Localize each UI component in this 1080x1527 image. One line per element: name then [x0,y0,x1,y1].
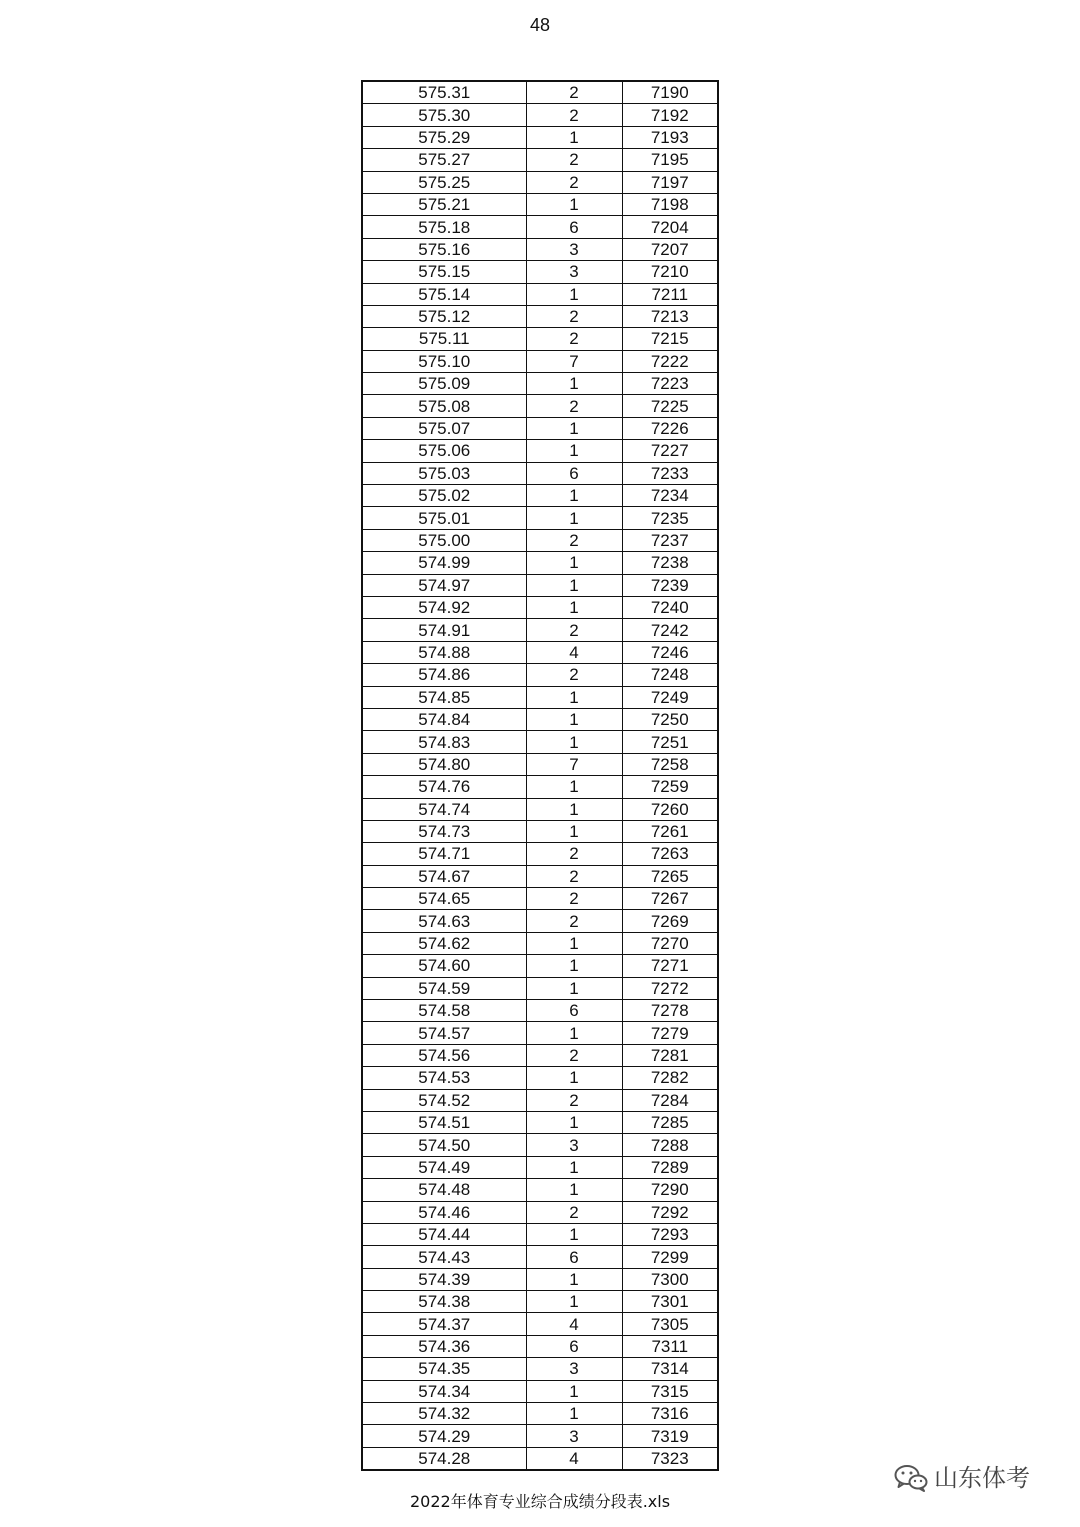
table-row [362,328,718,350]
cumulative-cell: 7299 [622,1246,718,1268]
cumulative-cell: 7259 [622,776,718,798]
table-row [362,596,718,618]
score-cell: 575.07 [362,417,526,439]
count-cell: 1 [526,798,622,820]
cumulative-cell: 7305 [622,1313,718,1335]
score-cell: 574.58 [362,1000,526,1022]
cumulative-cell: 7258 [622,753,718,775]
score-cell: 574.38 [362,1291,526,1313]
count-cell: 1 [526,373,622,395]
cumulative-cell: 7282 [622,1067,718,1089]
table-row [362,865,718,887]
table-row [362,1447,718,1470]
table-row [362,395,718,417]
score-cell: 574.88 [362,641,526,663]
cumulative-cell: 7279 [622,1022,718,1044]
count-cell: 1 [526,283,622,305]
count-cell: 7 [526,350,622,372]
count-cell: 2 [526,1044,622,1066]
score-cell: 575.12 [362,305,526,327]
score-cell: 574.49 [362,1156,526,1178]
count-cell: 3 [526,1358,622,1380]
cumulative-cell: 7207 [622,238,718,260]
cumulative-cell: 7195 [622,149,718,171]
count-cell: 2 [526,664,622,686]
table-row [362,708,718,730]
table-row [362,619,718,641]
score-cell: 575.18 [362,216,526,238]
table-row [362,1313,718,1335]
table-row [362,955,718,977]
score-cell: 575.29 [362,126,526,148]
count-cell: 1 [526,1067,622,1089]
score-cell: 575.15 [362,261,526,283]
table-row [362,641,718,663]
score-cell: 575.31 [362,81,526,104]
cumulative-cell: 7193 [622,126,718,148]
count-cell: 2 [526,910,622,932]
cumulative-cell: 7250 [622,708,718,730]
count-cell: 2 [526,81,622,104]
cumulative-cell: 7300 [622,1268,718,1290]
score-cell: 574.50 [362,1134,526,1156]
count-cell: 1 [526,1179,622,1201]
score-cell: 574.92 [362,596,526,618]
count-cell: 1 [526,1380,622,1402]
table-row [362,843,718,865]
table-row [362,1000,718,1022]
table-row [362,462,718,484]
score-cell: 575.06 [362,440,526,462]
count-cell: 1 [526,1403,622,1425]
count-cell: 2 [526,529,622,551]
count-cell: 2 [526,1201,622,1223]
table-row [362,776,718,798]
score-cell: 574.53 [362,1067,526,1089]
cumulative-cell: 7234 [622,485,718,507]
table-row [362,1067,718,1089]
count-cell: 1 [526,1156,622,1178]
count-cell: 2 [526,865,622,887]
score-cell: 574.80 [362,753,526,775]
cumulative-cell: 7248 [622,664,718,686]
table-row [362,216,718,238]
score-cell: 574.57 [362,1022,526,1044]
cumulative-cell: 7278 [622,1000,718,1022]
count-cell: 2 [526,104,622,126]
table-row [362,552,718,574]
count-cell: 7 [526,753,622,775]
count-cell: 2 [526,843,622,865]
cumulative-cell: 7319 [622,1425,718,1447]
score-cell: 574.65 [362,888,526,910]
count-cell: 6 [526,462,622,484]
score-cell: 574.85 [362,686,526,708]
cumulative-cell: 7293 [622,1223,718,1245]
score-cell: 574.86 [362,664,526,686]
count-cell: 1 [526,1022,622,1044]
score-cell: 574.60 [362,955,526,977]
score-cell: 574.63 [362,910,526,932]
table-row [362,1156,718,1178]
table-row [362,529,718,551]
count-cell: 1 [526,686,622,708]
cumulative-cell: 7272 [622,977,718,999]
count-cell: 6 [526,216,622,238]
table-row [362,932,718,954]
cumulative-cell: 7227 [622,440,718,462]
table-row [362,149,718,171]
cumulative-cell: 7271 [622,955,718,977]
table-row [362,104,718,126]
count-cell: 6 [526,1335,622,1357]
score-cell: 574.39 [362,1268,526,1290]
score-cell: 574.67 [362,865,526,887]
cumulative-cell: 7311 [622,1335,718,1357]
table-row [362,305,718,327]
cumulative-cell: 7213 [622,305,718,327]
score-cell: 574.99 [362,552,526,574]
count-cell: 1 [526,776,622,798]
table-row [362,731,718,753]
score-cell: 574.37 [362,1313,526,1335]
count-cell: 3 [526,1425,622,1447]
table-row [362,1425,718,1447]
count-cell: 3 [526,1134,622,1156]
table-row [362,1111,718,1133]
cumulative-cell: 7198 [622,193,718,215]
cumulative-cell: 7265 [622,865,718,887]
score-cell: 574.35 [362,1358,526,1380]
cumulative-cell: 7263 [622,843,718,865]
table-row [362,1358,718,1380]
count-cell: 1 [526,1223,622,1245]
table-row [362,1403,718,1425]
count-cell: 1 [526,574,622,596]
cumulative-cell: 7301 [622,1291,718,1313]
score-cell: 575.09 [362,373,526,395]
score-cell: 574.43 [362,1246,526,1268]
count-cell: 1 [526,440,622,462]
cumulative-cell: 7225 [622,395,718,417]
score-cell: 574.28 [362,1447,526,1470]
score-cell: 574.62 [362,932,526,954]
score-cell: 574.59 [362,977,526,999]
cumulative-cell: 7270 [622,932,718,954]
table-body [362,81,718,1470]
wechat-icon [894,1464,928,1492]
cumulative-cell: 7292 [622,1201,718,1223]
score-cell: 574.83 [362,731,526,753]
count-cell: 1 [526,1111,622,1133]
score-cell: 574.84 [362,708,526,730]
count-cell: 1 [526,731,622,753]
count-cell: 6 [526,1246,622,1268]
table-row [362,440,718,462]
table-row [362,753,718,775]
cumulative-cell: 7289 [622,1156,718,1178]
table-row [362,1223,718,1245]
cumulative-cell: 7314 [622,1358,718,1380]
table-row [362,1246,718,1268]
count-cell: 2 [526,305,622,327]
count-cell: 2 [526,171,622,193]
table-row [362,798,718,820]
table-row [362,261,718,283]
table-row [362,238,718,260]
table-row [362,417,718,439]
table-row [362,373,718,395]
score-cell: 575.03 [362,462,526,484]
cumulative-cell: 7323 [622,1447,718,1470]
count-cell: 2 [526,1089,622,1111]
cumulative-cell: 7284 [622,1089,718,1111]
score-cell: 575.16 [362,238,526,260]
cumulative-cell: 7288 [622,1134,718,1156]
count-cell: 2 [526,328,622,350]
table-row [362,1179,718,1201]
count-cell: 1 [526,507,622,529]
table-row [362,507,718,529]
cumulative-cell: 7238 [622,552,718,574]
count-cell: 1 [526,1268,622,1290]
score-cell: 575.14 [362,283,526,305]
table-row [362,171,718,193]
count-cell: 1 [526,193,622,215]
table-row [362,1134,718,1156]
score-cell: 575.10 [362,350,526,372]
count-cell: 1 [526,708,622,730]
watermark [894,1462,1030,1494]
cumulative-cell: 7242 [622,619,718,641]
score-cell: 575.02 [362,485,526,507]
cumulative-cell: 7249 [622,686,718,708]
cumulative-cell: 7316 [622,1403,718,1425]
cumulative-cell: 7290 [622,1179,718,1201]
score-cell: 574.76 [362,776,526,798]
score-cell: 574.36 [362,1335,526,1357]
cumulative-cell: 7215 [622,328,718,350]
count-cell: 1 [526,820,622,842]
table-row [362,1089,718,1111]
table-row [362,1268,718,1290]
watermark-text: 山东体考 [934,1464,1030,1492]
cumulative-cell: 7211 [622,283,718,305]
table-row [362,1335,718,1357]
score-cell: 575.27 [362,149,526,171]
cumulative-cell: 7267 [622,888,718,910]
table-row [362,888,718,910]
score-cell: 575.21 [362,193,526,215]
cumulative-cell: 7260 [622,798,718,820]
page-number: 48 [529,15,551,35]
cumulative-cell: 7251 [622,731,718,753]
score-cell: 575.08 [362,395,526,417]
table-row [362,686,718,708]
count-cell: 4 [526,1313,622,1335]
table-row [362,977,718,999]
count-cell: 4 [526,1447,622,1470]
score-cell: 575.25 [362,171,526,193]
score-cell: 574.97 [362,574,526,596]
table-row [362,1044,718,1066]
cumulative-cell: 7233 [622,462,718,484]
table-row [362,1022,718,1044]
cumulative-cell: 7315 [622,1380,718,1402]
score-cell: 575.30 [362,104,526,126]
cumulative-cell: 7237 [622,529,718,551]
score-cell: 574.44 [362,1223,526,1245]
cumulative-cell: 7235 [622,507,718,529]
cumulative-cell: 7197 [622,171,718,193]
score-cell: 574.29 [362,1425,526,1447]
count-cell: 2 [526,149,622,171]
count-cell: 2 [526,888,622,910]
cumulative-cell: 7190 [622,81,718,104]
cumulative-cell: 7261 [622,820,718,842]
table-row [362,81,718,104]
cumulative-cell: 7246 [622,641,718,663]
count-cell: 2 [526,619,622,641]
count-cell: 1 [526,955,622,977]
table-row [362,910,718,932]
cumulative-cell: 7285 [622,1111,718,1133]
score-cell: 574.48 [362,1179,526,1201]
score-cell: 574.73 [362,820,526,842]
count-cell: 1 [526,1291,622,1313]
cumulative-cell: 7192 [622,104,718,126]
score-cell: 574.34 [362,1380,526,1402]
score-cell: 575.00 [362,529,526,551]
count-cell: 1 [526,126,622,148]
count-cell: 1 [526,932,622,954]
score-cell: 574.51 [362,1111,526,1133]
cumulative-cell: 7226 [622,417,718,439]
table-row [362,1201,718,1223]
table-row [362,574,718,596]
count-cell: 1 [526,596,622,618]
score-distribution-table [361,80,719,1471]
score-cell: 574.46 [362,1201,526,1223]
score-cell: 574.74 [362,798,526,820]
count-cell: 6 [526,1000,622,1022]
cumulative-cell: 7223 [622,373,718,395]
table-row [362,820,718,842]
cumulative-cell: 7204 [622,216,718,238]
cumulative-cell: 7269 [622,910,718,932]
cumulative-cell: 7240 [622,596,718,618]
table-row [362,193,718,215]
score-cell: 575.01 [362,507,526,529]
score-cell: 574.52 [362,1089,526,1111]
count-cell: 1 [526,977,622,999]
score-cell: 574.32 [362,1403,526,1425]
count-cell: 3 [526,238,622,260]
count-cell: 3 [526,261,622,283]
count-cell: 4 [526,641,622,663]
table-row [362,283,718,305]
score-cell: 574.71 [362,843,526,865]
count-cell: 2 [526,395,622,417]
count-cell: 1 [526,417,622,439]
table-row [362,126,718,148]
table-row [362,664,718,686]
table-row [362,1380,718,1402]
score-cell: 575.11 [362,328,526,350]
score-cell: 574.56 [362,1044,526,1066]
cumulative-cell: 7222 [622,350,718,372]
table-row [362,350,718,372]
cumulative-cell: 7281 [622,1044,718,1066]
cumulative-cell: 7210 [622,261,718,283]
document-filename: 2022年体育专业综合成绩分段表.xls [409,1492,671,1511]
table-row [362,485,718,507]
count-cell: 1 [526,552,622,574]
table-row [362,1291,718,1313]
score-cell: 574.91 [362,619,526,641]
cumulative-cell: 7239 [622,574,718,596]
count-cell: 1 [526,485,622,507]
